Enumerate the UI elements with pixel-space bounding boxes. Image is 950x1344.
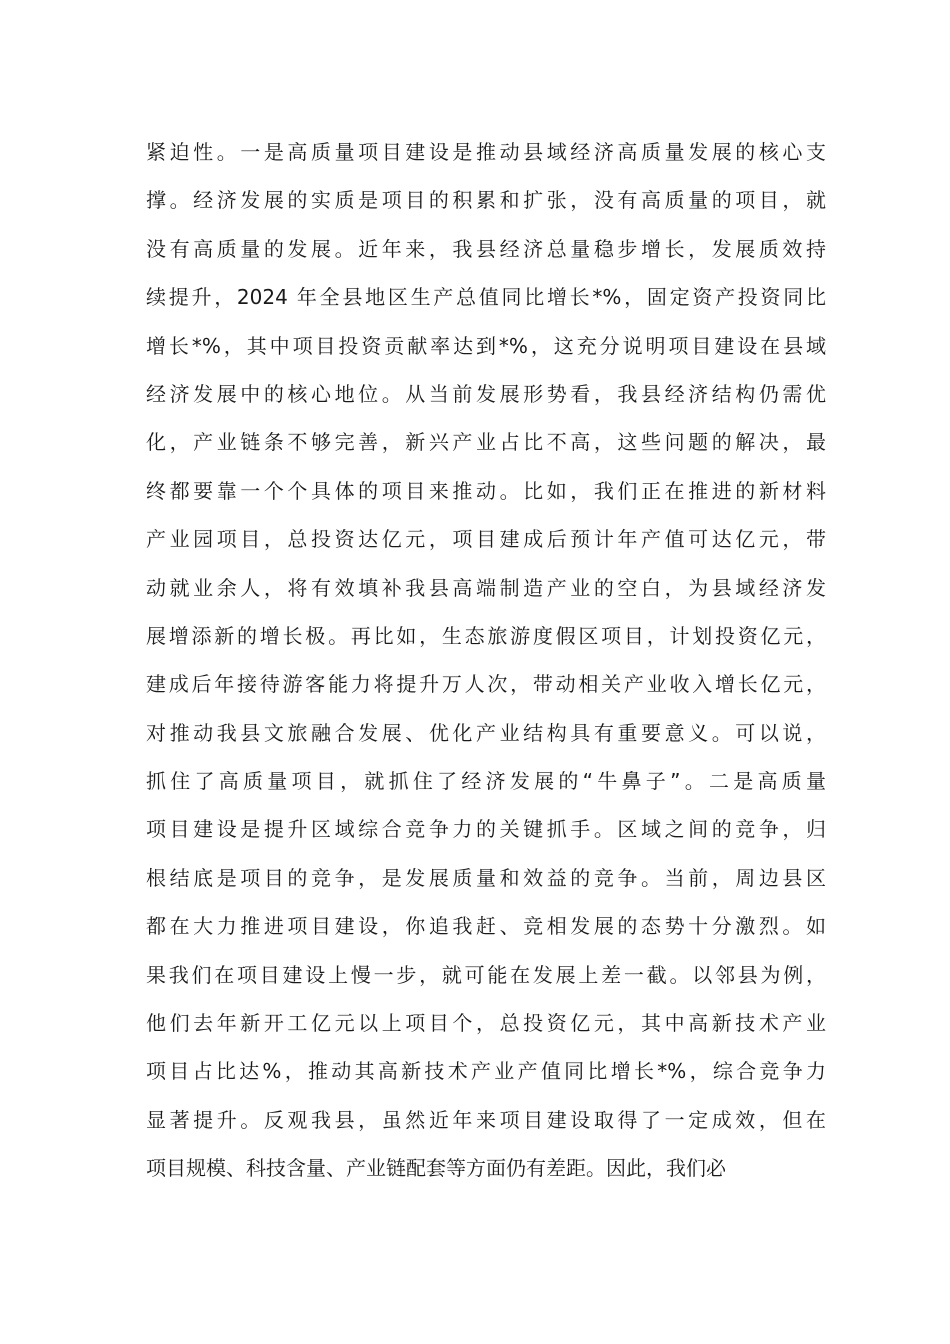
text-line-6: 经济发展中的核心地位。从当前发展形势看，我县经济结构仍需优	[146, 381, 826, 406]
text-line-13: 对推动我县文旅融合发展、优化产业结构具有重要意义。可以说，	[146, 720, 826, 745]
text-line-20: 项目占比达%，推动其高新技术产业产值同比增长*%，综合竞争力	[146, 1059, 826, 1084]
text-line-5: 增长*%，其中项目投资贡献率达到*%，这充分说明项目建设在县域	[146, 333, 826, 358]
text-line-7: 化，产业链条不够完善，新兴产业占比不高，这些问题的解决，最	[146, 430, 826, 455]
body-text	[146, 134, 826, 1199]
text-line-14: 抓住了高质量项目，就抓住了经济发展的“牛鼻子”。二是高质量	[146, 769, 826, 794]
text-line-1: 紧迫性。一是高质量项目建设是推动县域经济高质量发展的核心支	[146, 140, 826, 164]
text-line-16: 根结底是项目的竞争，是发展质量和效益的竞争。当前，周边县区	[146, 865, 826, 890]
text-line-2: 撑。经济发展的实质是项目的积累和扩张，没有高质量的项目，就	[146, 188, 826, 213]
text-line-4: 续提升，2024 年全县地区生产总值同比增长*%，固定资产投资同比	[146, 285, 826, 310]
text-line-18: 果我们在项目建设上慢一步，就可能在发展上差一截。以邻县为例，	[146, 962, 826, 987]
text-line-22: 项目规模、科技含量、产业链配套等方面仍有差距。因此，我们必	[146, 1156, 726, 1181]
text-line-17: 都在大力推进项目建设，你追我赶、竞相发展的态势十分激烈。如	[146, 914, 826, 939]
text-line-19: 他们去年新开工亿元以上项目个，总投资亿元，其中高新技术产业	[146, 1011, 826, 1036]
text-line-8: 终都要靠一个个具体的项目来推动。比如，我们正在推进的新材料	[146, 478, 826, 503]
text-line-9: 产业园项目，总投资达亿元，项目建成后预计年产值可达亿元，带	[146, 527, 826, 552]
text-line-11: 展增添新的增长极。再比如，生态旅游度假区项目，计划投资亿元，	[146, 623, 826, 648]
text-line-21: 显著提升。反观我县，虽然近年来项目建设取得了一定成效，但在	[146, 1107, 826, 1132]
text-line-10: 动就业余人，将有效填补我县高端制造产业的空白，为县域经济发	[146, 575, 826, 600]
text-line-3: 没有高质量的发展。近年来，我县经济总量稳步增长，发展质效持	[146, 236, 826, 261]
text-line-15: 项目建设是提升区域综合竞争力的关键抓手。区域之间的竞争，归	[146, 817, 826, 842]
text-line-12: 建成后年接待游客能力将提升万人次，带动相关产业收入增长亿元，	[146, 672, 826, 697]
